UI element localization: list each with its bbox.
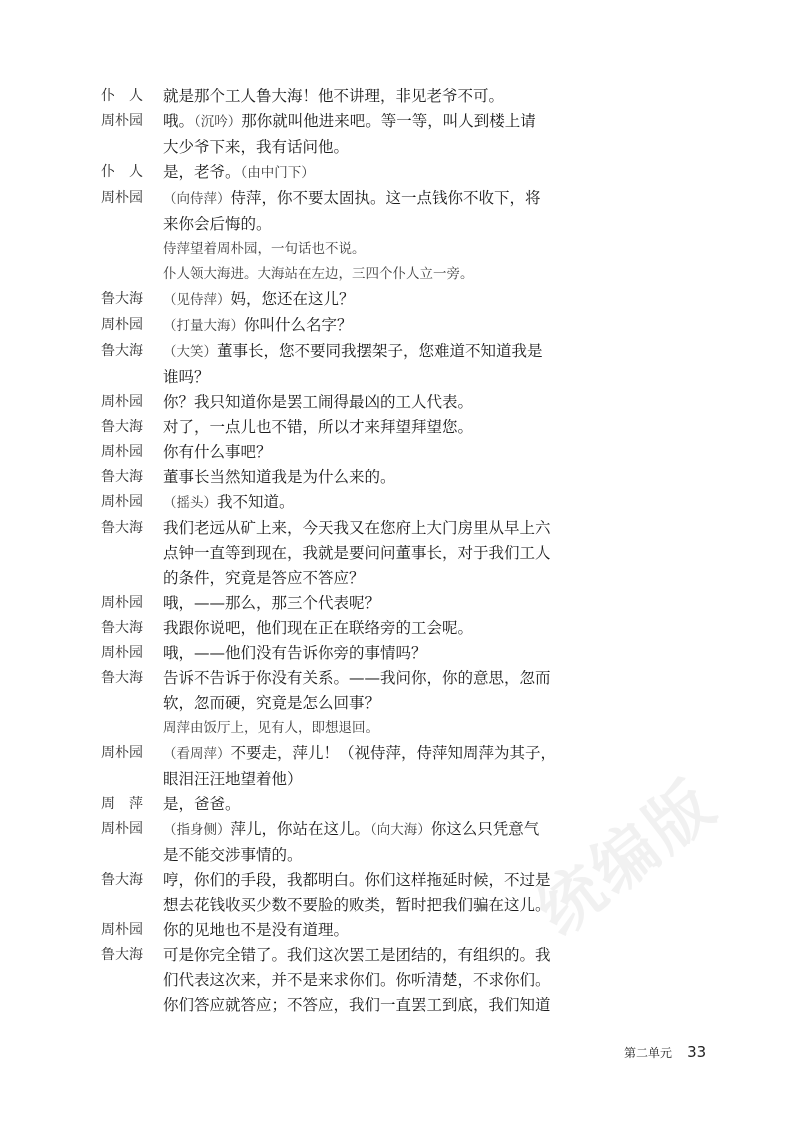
dialogue-entry: [101, 918, 800, 943]
speech-line: 眼泪汪汪地望着他）: [163, 770, 303, 788]
speaker-name: 鲁大海: [101, 872, 143, 888]
speech-text: [163, 918, 559, 943]
speech-line: 董事长当然知道我是为什么来的。: [163, 468, 396, 486]
speaker-name: 鲁大海: [101, 291, 143, 307]
speech-line: （摇头）我不知道。: [163, 493, 295, 511]
page-number: 33: [687, 1043, 707, 1061]
speech-line: 哦，——那么，那三个代表呢？: [163, 594, 381, 612]
speech-line: 就是那个工人鲁大海！他不讲理，非见老爷不可。: [163, 87, 505, 105]
speaker-name: 鲁大海: [101, 620, 143, 636]
stage-note: 侍萍望着周朴园，一句话也不说。: [163, 241, 366, 257]
speech-line: 告诉不告诉于你没有关系。——我问你，你的意思，忽而: [163, 669, 551, 687]
speech-line: 我们老远从矿上来，今天我又在您府上大门房里从早上六: [163, 519, 551, 537]
speech-line: 来你会后悔的。: [163, 215, 272, 233]
speech-line: （指身侧）萍儿，你站在这儿。（向大海）你这么只凭意气: [163, 820, 540, 838]
speech-text: [163, 817, 559, 868]
speaker-name: 周朴园: [101, 745, 143, 761]
dialogue-entry: [101, 465, 800, 490]
dialogue-entry: [101, 591, 800, 616]
speech-text: [163, 641, 559, 666]
speech-line: 点钟一直等到现在，我就是要问问董事长，对于我们工人: [163, 544, 551, 562]
speech-line: 的条件，究竟是答应不答应？: [163, 569, 365, 587]
dialogue-entry: [101, 616, 800, 641]
speech-line: 你的见地也不是没有道理。: [163, 921, 350, 939]
speaker-name: 鲁大海: [101, 469, 143, 485]
speech-text: [163, 440, 559, 465]
speech-line: 你有什么事吧？: [163, 443, 272, 461]
speech-text: [163, 415, 559, 440]
speaker-name: 鲁大海: [101, 520, 143, 536]
speech-line: 大少爷下来，我有话问他。: [163, 138, 350, 156]
speech-line: 谁吗？: [163, 368, 210, 386]
stage-note: 仆人领大海进。大海站在左边，三四个仆人立一旁。: [163, 266, 474, 282]
dialogue-entry: [101, 666, 800, 716]
dialogue-entry: [101, 186, 800, 237]
speech-text: [163, 591, 559, 616]
stage-direction: （摇头）: [163, 495, 217, 511]
speech-line: 我跟你说吧，他们现在正在联络旁的工会呢。: [163, 619, 474, 637]
stage-direction: （打量大海）: [163, 318, 244, 334]
dialogue-entry: [101, 516, 800, 591]
speaker-name: 周朴园: [101, 922, 143, 938]
speaker-name: 周朴园: [101, 494, 143, 510]
dialogue-entry: [101, 339, 800, 390]
speaker-name: 仆 人: [101, 88, 143, 104]
page-footer: [624, 1042, 706, 1061]
speech-text: [163, 792, 559, 817]
speaker-name: 鲁大海: [101, 343, 143, 359]
dialogue-entry: [101, 415, 800, 440]
watermark: 统编版: [524, 766, 731, 951]
speech-line: 哦。（沉吟）那你就叫他进来吧。等一等，叫人到楼上请: [163, 112, 536, 130]
speech-line: 们代表这次来，并不是来求你们。你听清楚，不求你们。: [163, 971, 551, 989]
dialogue-entry: [101, 868, 800, 918]
speaker-name: 周朴园: [101, 444, 143, 460]
speech-text: [163, 868, 559, 918]
dialogue-entry: [101, 741, 800, 792]
speech-line: 对了，一点儿也不错，所以才来拜望拜望您。: [163, 418, 474, 436]
dialogue-entry: [101, 817, 800, 868]
speech-line: （向侍萍）侍萍，你不要太固执。这一点钱你不收下，将: [163, 189, 541, 207]
speech-text: [163, 616, 559, 641]
stage-direction: （沉吟）: [194, 114, 242, 130]
speech-line: （见侍萍）妈，您还在这儿？: [163, 290, 355, 308]
speech-line: （看周萍）不要走，萍儿！（视侍萍，侍萍知周萍为其子，: [163, 744, 557, 762]
speaker-name: 鲁大海: [101, 670, 143, 686]
stage-direction: （指身侧）: [163, 822, 231, 838]
dialogue-entry: [101, 792, 800, 817]
stage-note: 周萍由饭厅上，见有人，即想退回。: [163, 720, 379, 736]
speech-text: [163, 84, 559, 109]
speaker-name: 周朴园: [101, 595, 143, 611]
dialogue-entry: [101, 390, 800, 415]
speech-text: [163, 109, 559, 160]
dialogue-entry: [101, 943, 800, 1018]
script-body: [0, 84, 800, 1018]
speech-text: [163, 186, 559, 237]
dialogue-entry: [101, 440, 800, 465]
speech-text: [163, 490, 559, 516]
speaker-name: 周朴园: [101, 394, 143, 410]
stage-direction: （向侍萍）: [163, 191, 231, 207]
dialogue-entry: [101, 313, 800, 339]
speech-text: [163, 313, 559, 339]
stage-direction: （向大海）: [370, 822, 431, 838]
speech-text: [163, 465, 559, 490]
speaker-name: 鲁大海: [101, 419, 143, 435]
speaker-name: 鲁大海: [101, 947, 143, 963]
speech-line: 想去花钱收买少数不要脸的败类，暂时把我们骗在这儿。: [163, 896, 551, 914]
speech-text: [163, 666, 559, 716]
speaker-name: 周 萍: [101, 796, 143, 812]
speaker-name: 周朴园: [101, 317, 143, 333]
speech-line: （打量大海）你叫什么名字？: [163, 316, 353, 334]
speech-line: 哦，——他们没有告诉你旁的事情吗？: [163, 644, 427, 662]
speech-line: （大笑）董事长，您不要同我摆架子，您难道不知道我是: [163, 342, 543, 360]
dialogue-entry: [101, 287, 800, 313]
speech-line: 哼，你们的手段，我都明白。你们这样拖延时候，不过是: [163, 871, 551, 889]
dialogue-entry: [101, 109, 800, 160]
speaker-name: 仆 人: [101, 164, 143, 180]
unit-label: 第二单元: [624, 1046, 673, 1060]
speech-line: 软，忽而硬，究竟是怎么回事？: [163, 694, 381, 712]
stage-direction: （大笑）: [163, 344, 217, 360]
speaker-name: 周朴园: [101, 113, 143, 129]
speech-text: [163, 943, 559, 1018]
stage-direction: （看周萍）: [163, 746, 231, 762]
speech-text: [163, 741, 559, 792]
speech-text: [163, 287, 559, 313]
speech-text: [163, 390, 559, 415]
dialogue-entry: [101, 160, 800, 186]
speech-line: 你们答应就答应；不答应，我们一直罢工到底，我们知道: [163, 996, 551, 1014]
speaker-name: 周朴园: [101, 645, 143, 661]
stage-direction: （由中门下）: [240, 165, 315, 181]
speech-line: 可是你完全错了。我们这次罢工是团结的，有组织的。我: [163, 946, 551, 964]
stage-direction: （见侍萍）: [163, 292, 231, 308]
speaker-name: 周朴园: [101, 190, 143, 206]
speech-line: 是不能交涉事情的。: [163, 846, 303, 864]
dialogue-entry: [101, 84, 800, 109]
speech-text: [163, 160, 559, 186]
speech-text: [163, 339, 559, 390]
speech-text: [163, 516, 559, 591]
speech-line: 你？我只知道你是罢工闹得最凶的工人代表。: [163, 393, 474, 411]
dialogue-entry: [101, 641, 800, 666]
dialogue-entry: [101, 490, 800, 516]
speaker-name: 周朴园: [101, 821, 143, 837]
speech-line: 是，老爷。（由中门下）: [163, 163, 315, 181]
speech-line: 是，爸爸。: [163, 795, 241, 813]
